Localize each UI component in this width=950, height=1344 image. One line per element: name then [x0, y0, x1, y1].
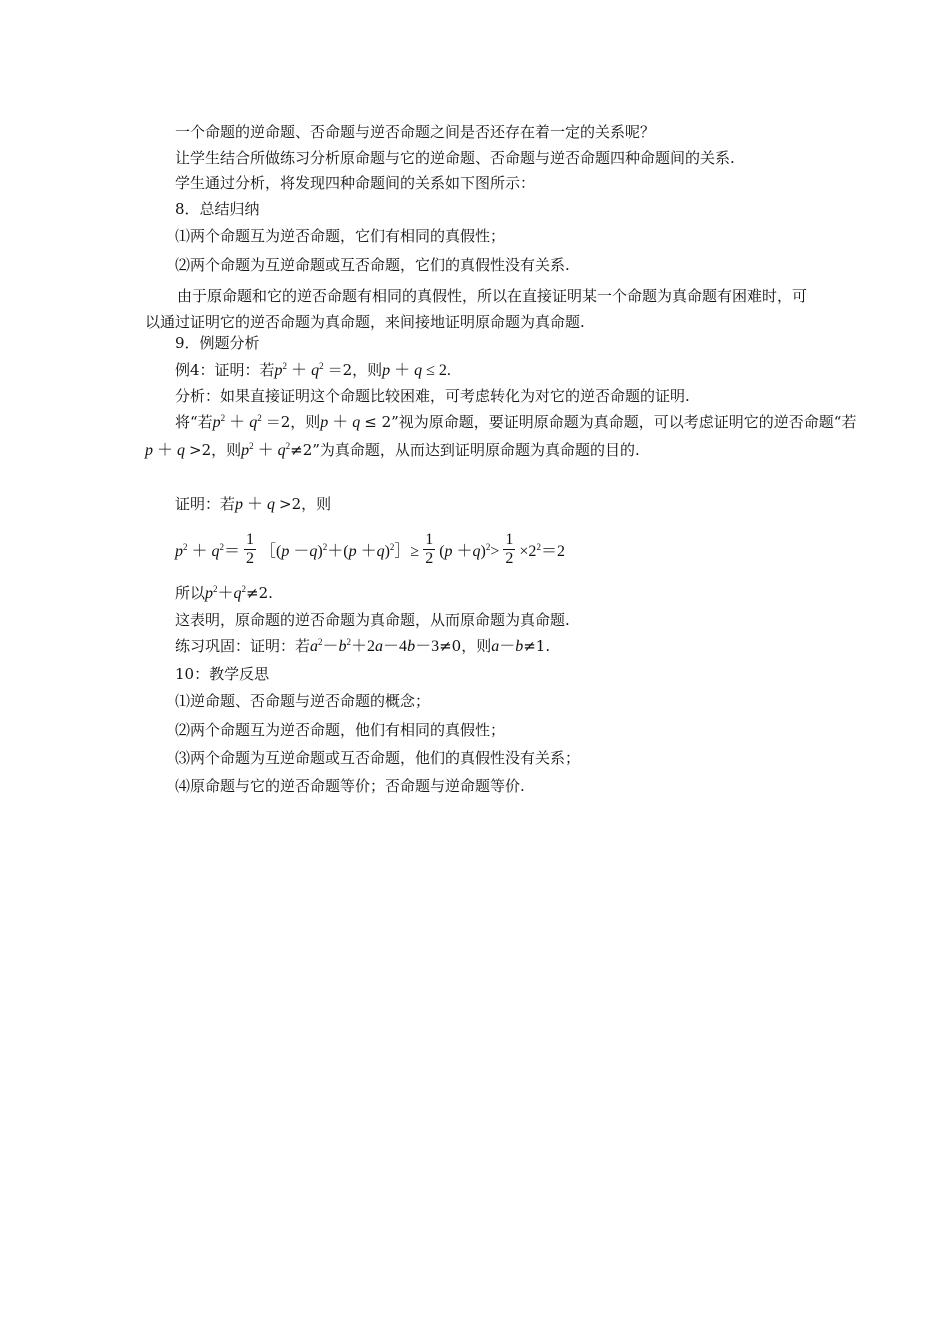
reflection-item-2: ⑵两个命题互为逆否命题，他们有相同的真假性；	[175, 721, 506, 739]
contrapositive-paragraph-line-2: p ＋ q >2，则$p^2 + q^2\ne 2$”为真命题，从而达到证明原命题为真命题的目的.	[145, 441, 640, 459]
contrapositive-paragraph-line-1: 将“若$p^2 + q^2 =2$，则p ＋ q ≤ 2”视为原命题，要证明原命题为真命题，可以考虑证明它的逆否命题“若	[175, 413, 857, 431]
conclusion-line: 所以$p^2+q^2\ne 2$.	[175, 584, 273, 602]
reflection-item-4: ⑷原命题与它的逆否命题等价；否命题与逆命题等价.	[175, 777, 525, 795]
reflection-item-1: ⑴逆命题、否命题与逆否命题的概念；	[175, 692, 431, 710]
analysis-line: 分析：如果直接证明这个命题比较困难，可考虑转化为对它的逆否命题的证明.	[175, 387, 690, 405]
example-4-line: 例4：证明：若$p^2 + q^2 =2$，则p ＋ q ≤ 2.	[175, 361, 451, 379]
section-8-heading: 8．总结归纳	[175, 200, 260, 218]
analysis-intro-line: 学生通过分析，将发现四种命题间的关系如下图所示：	[175, 174, 536, 192]
proof-line: 证明：若p ＋ q >2，则	[175, 495, 332, 513]
instruction-line: 让学生结合所做练习分析原命题与它的逆命题、否命题与逆否命题四种命题间的关系.	[175, 149, 735, 167]
section-9-heading: 9．例题分析	[175, 334, 260, 352]
reflection-item-3: ⑶两个命题为互逆命题或互否命题，他们的真假性没有关系；	[175, 749, 581, 767]
summary-item-2: ⑵两个命题为互逆命题或互否命题，它们的真假性没有关系.	[175, 256, 570, 274]
fraction-half: $\frac{1}{2}$	[505, 530, 514, 567]
section-10-heading: 10：教学反思	[175, 665, 270, 683]
fraction-half: $\frac{1}{2}$	[425, 530, 434, 567]
fraction-half: $\frac{1}{2}$	[246, 530, 255, 567]
shows-line: 这表明，原命题的逆否命题为真命题，从而原命题为真命题.	[175, 611, 570, 629]
summary-item-1: ⑴两个命题互为逆否命题，它们有相同的真假性；	[175, 227, 506, 245]
question-line: 一个命题的逆命题、否命题与逆否命题之间是否还存在着一定的关系呢？	[175, 123, 656, 141]
explanation-paragraph: 由于原命题和它的逆否命题有相同的真假性，所以在直接证明某一个命题为真命题有困难时，可以通过证明它的逆否命题为真命题，来间接地证明原命题为真命题.	[145, 287, 808, 331]
proof-formula: $p^2 + q^2=$ $\frac{1}{2}$ ［(p $-q)^2+(p +q)^2]\ge$ $\frac{1}{2}$ $(p +q)^2>$ $\frac{1}{2}$ $\times 2^2=2$	[175, 530, 565, 567]
practice-line: 练习巩固：证明：若$a^2-b^2+2a-4b-3\ne 0$，则a－b≠1.	[175, 637, 551, 655]
